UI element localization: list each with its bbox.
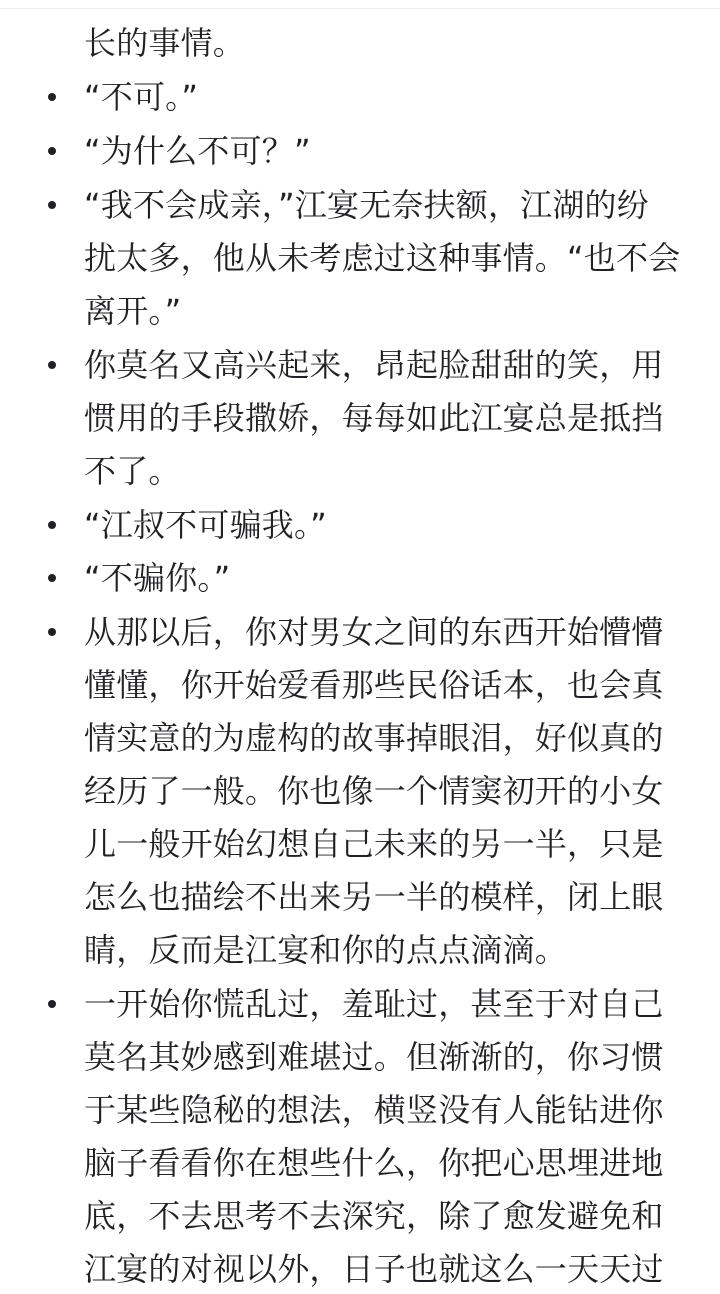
text-line: 睛，反而是江宴和你的点点滴滴。: [84, 931, 568, 969]
text-line: 莫名其妙感到难堪过。但渐渐的，你习惯: [84, 1038, 664, 1076]
text-line: 底，不去思考不去深究，除了愈发避免和: [84, 1197, 664, 1235]
text-line: 经历了一般。你也像一个情窦初开的小女: [84, 772, 664, 810]
text-line: 脑子看看你在想些什么，你把心思埋进地: [84, 1144, 664, 1182]
bullet-icon: [48, 574, 56, 582]
text-line: 儿一般开始幻想自己未来的另一半，只是: [84, 825, 664, 863]
text-line: 离开。”: [84, 292, 182, 330]
text-line: 一开始你慌乱过，羞耻过，甚至于对自己: [84, 985, 664, 1023]
text-line: 江宴的对视以外，日子也就这么一天天过: [84, 1250, 664, 1288]
text-line: “不骗你。”: [84, 559, 231, 597]
text-line: 怎么也描绘不出来另一半的模样，闭上眼: [84, 878, 664, 916]
bullet-icon: [48, 1000, 56, 1008]
text-line: “我不会成亲，”江宴无奈扶额，江湖的纷: [84, 186, 649, 224]
text-line: 于某些隐秘的想法，横竖没有人能钻进你: [84, 1091, 664, 1129]
text-line: “江叔不可骗我。”: [84, 506, 327, 544]
text-line: “为什么不可？”: [84, 132, 311, 170]
text-line: “不可。”: [84, 78, 199, 116]
bullet-icon: [48, 201, 56, 209]
text-line: 情实意的为虚构的故事掉眼泪，好似真的: [84, 719, 664, 757]
text-line: 惯用的手段撒娇，每每如此江宴总是抵挡: [84, 399, 664, 437]
top-divider: [0, 8, 720, 9]
text-line: 你莫名又高兴起来，昂起脸甜甜的笑，用: [84, 346, 664, 384]
text-line: 从那以后，你对男女之间的东西开始懵懵: [84, 613, 664, 651]
text-line: 不了。: [84, 452, 181, 490]
bullet-icon: [48, 93, 56, 101]
bullet-icon: [48, 147, 56, 155]
text-line: 懂懂，你开始爱看那些民俗话本，也会真: [84, 666, 664, 704]
bullet-icon: [48, 361, 56, 369]
text-line: 扰太多，他从未考虑过这种事情。“也不会: [84, 239, 681, 277]
text-line: 长的事情。: [84, 24, 246, 62]
bullet-icon: [48, 521, 56, 529]
bullet-icon: [48, 628, 56, 636]
